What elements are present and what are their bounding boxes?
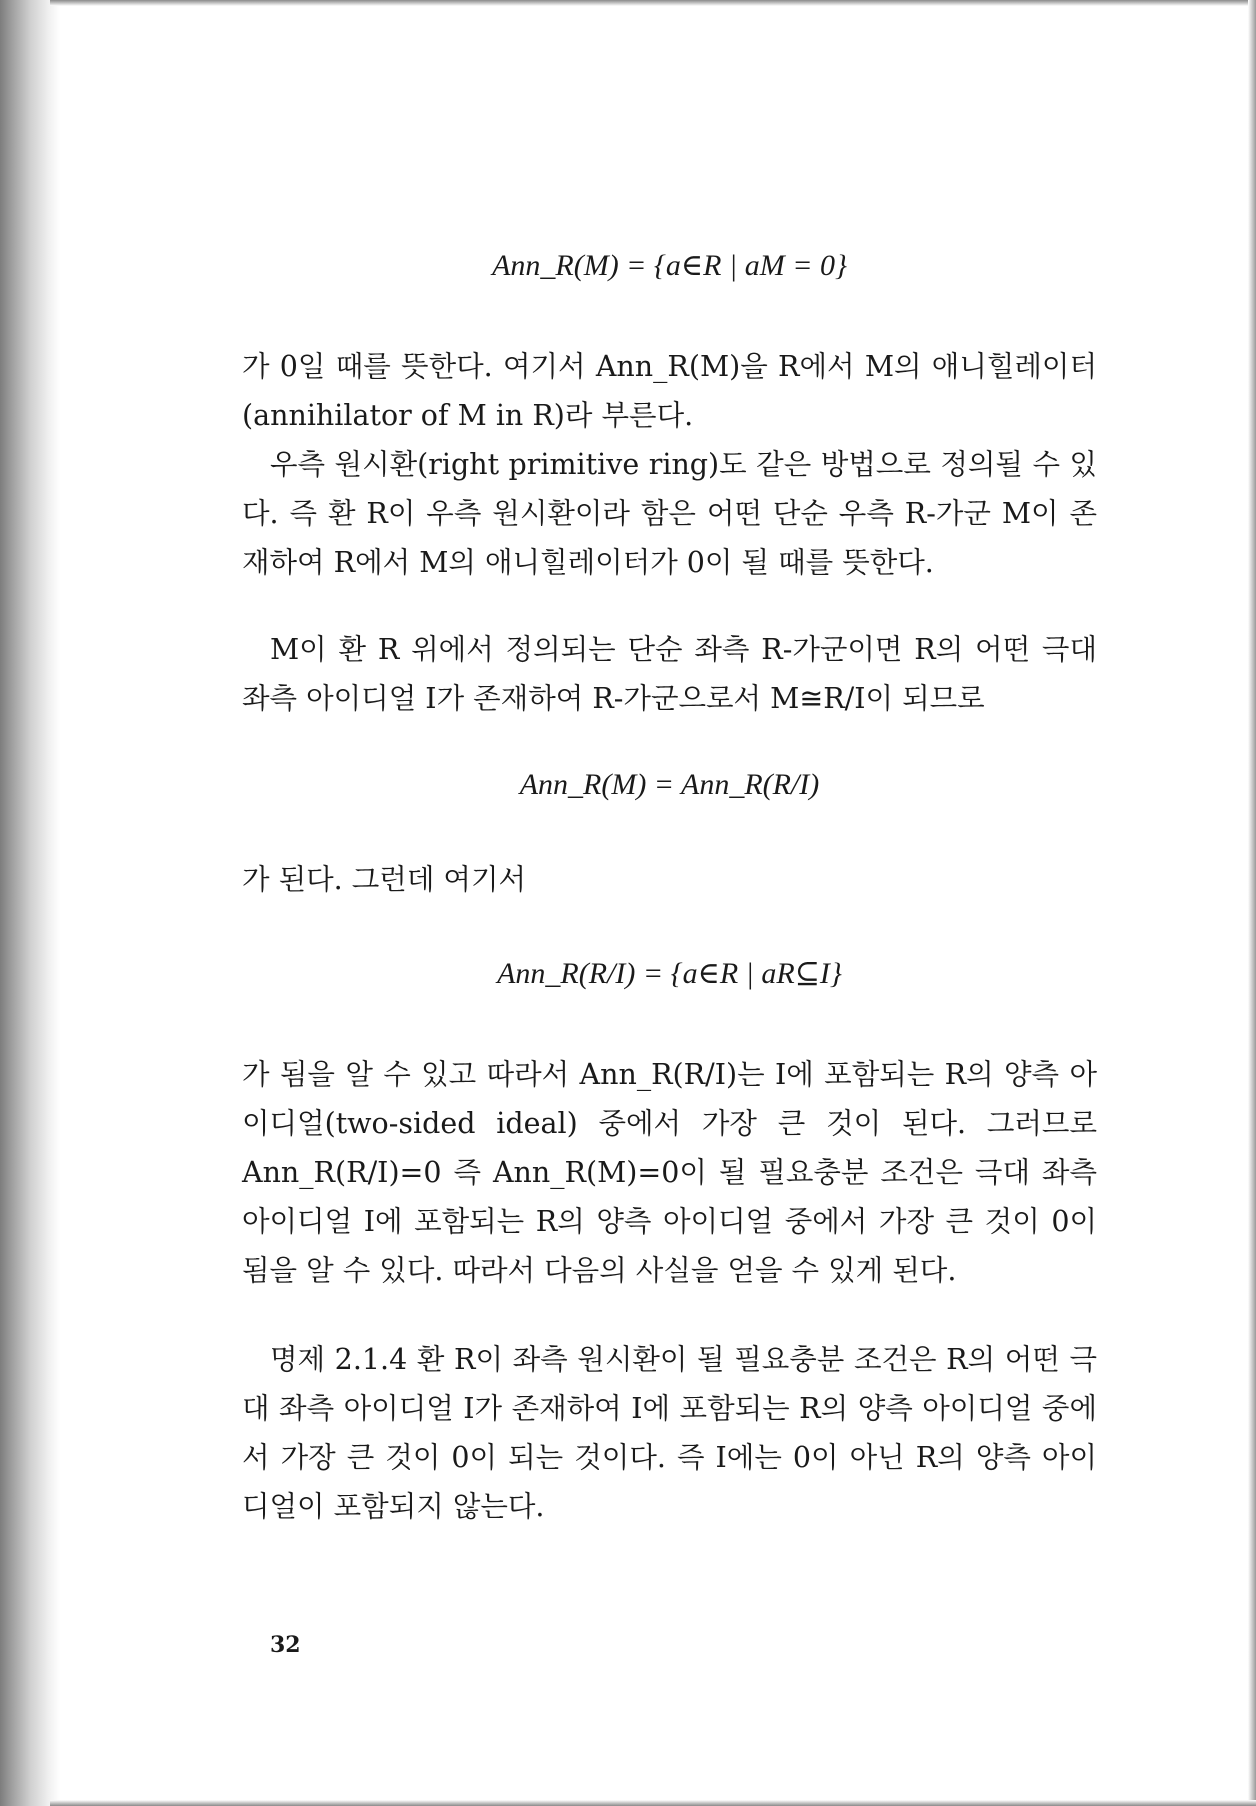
page-binding-shadow [0, 0, 60, 1806]
paragraph-simple-module: M이 환 R 위에서 정의되는 단순 좌측 R-가군이면 R의 어떤 극대 좌측 아이디얼 I가 존재하여 R-가군으로서 M≅R/I이 되므로 [242, 633, 1097, 715]
paragraph-transition: 가 된다. 그런데 여기서 [242, 863, 527, 896]
proposition-2-1-4: 명제 2.1.4 환 R이 좌측 원시환이 될 필요충분 조건은 R의 어떤 극대 좌측 아이디얼 I가 존재하여 I에 포함되는 R의 양측 아이디얼 중에서 가장 큰 것이 0이 되는 것이다. 즉 I에는 0이 아닌 R의 양측 아이디얼이 포함되지 않는다. [242, 1343, 1097, 1523]
paragraph-right-primitive-ring: 우측 원시환(right primitive ring)도 같은 방법으로 정의될 수 있다. 즉 환 R이 우측 원시환이라 함은 어떤 단순 우측 R-가군 M이 존재하여 R에서 M의 애니힐레이터가 0이 될 때를 뜻한다. [242, 448, 1097, 579]
paragraph-two-sided-ideal: 가 됨을 알 수 있고 따라서 Ann_R(R/I)는 I에 포함되는 R의 양측 아이디얼(two-sided ideal) 중에서 가장 큰 것이 된다. 그러므로 Ann_R(R/I)=0 즉 Ann_R(M)=0이 될 필요충분 조건은 극대 좌측 아이디얼 I에 포함되는 R의 양측 아이디얼 중에서 가장 큰 것이 0이 됨을 알 수 있다. 따라서 다음의 사실을 얻을 수 있게 된다. [242, 1058, 1097, 1287]
page-number: 32 [270, 1632, 301, 1658]
paragraph-annihilator-name: 가 0일 때를 뜻한다. 여기서 Ann_R(M)을 R에서 M의 애니힐레이터 (annihilator of M in R)라 부른다. [242, 350, 1097, 432]
equation-annihilator-definition: Ann_R(M) = {a∈R | aM = 0} [492, 249, 847, 282]
page-edge-bottom [50, 1800, 1256, 1806]
page-edge-top [50, 0, 1256, 6]
equation-annihilator-equality: Ann_R(M) = Ann_R(R/I) [519, 768, 820, 801]
page-edge-right [1248, 0, 1256, 1806]
equation-annihilator-quotient: Ann_R(R/I) = {a∈R | aR⊆I} [497, 957, 842, 990]
page-body [242, 236, 1097, 1531]
